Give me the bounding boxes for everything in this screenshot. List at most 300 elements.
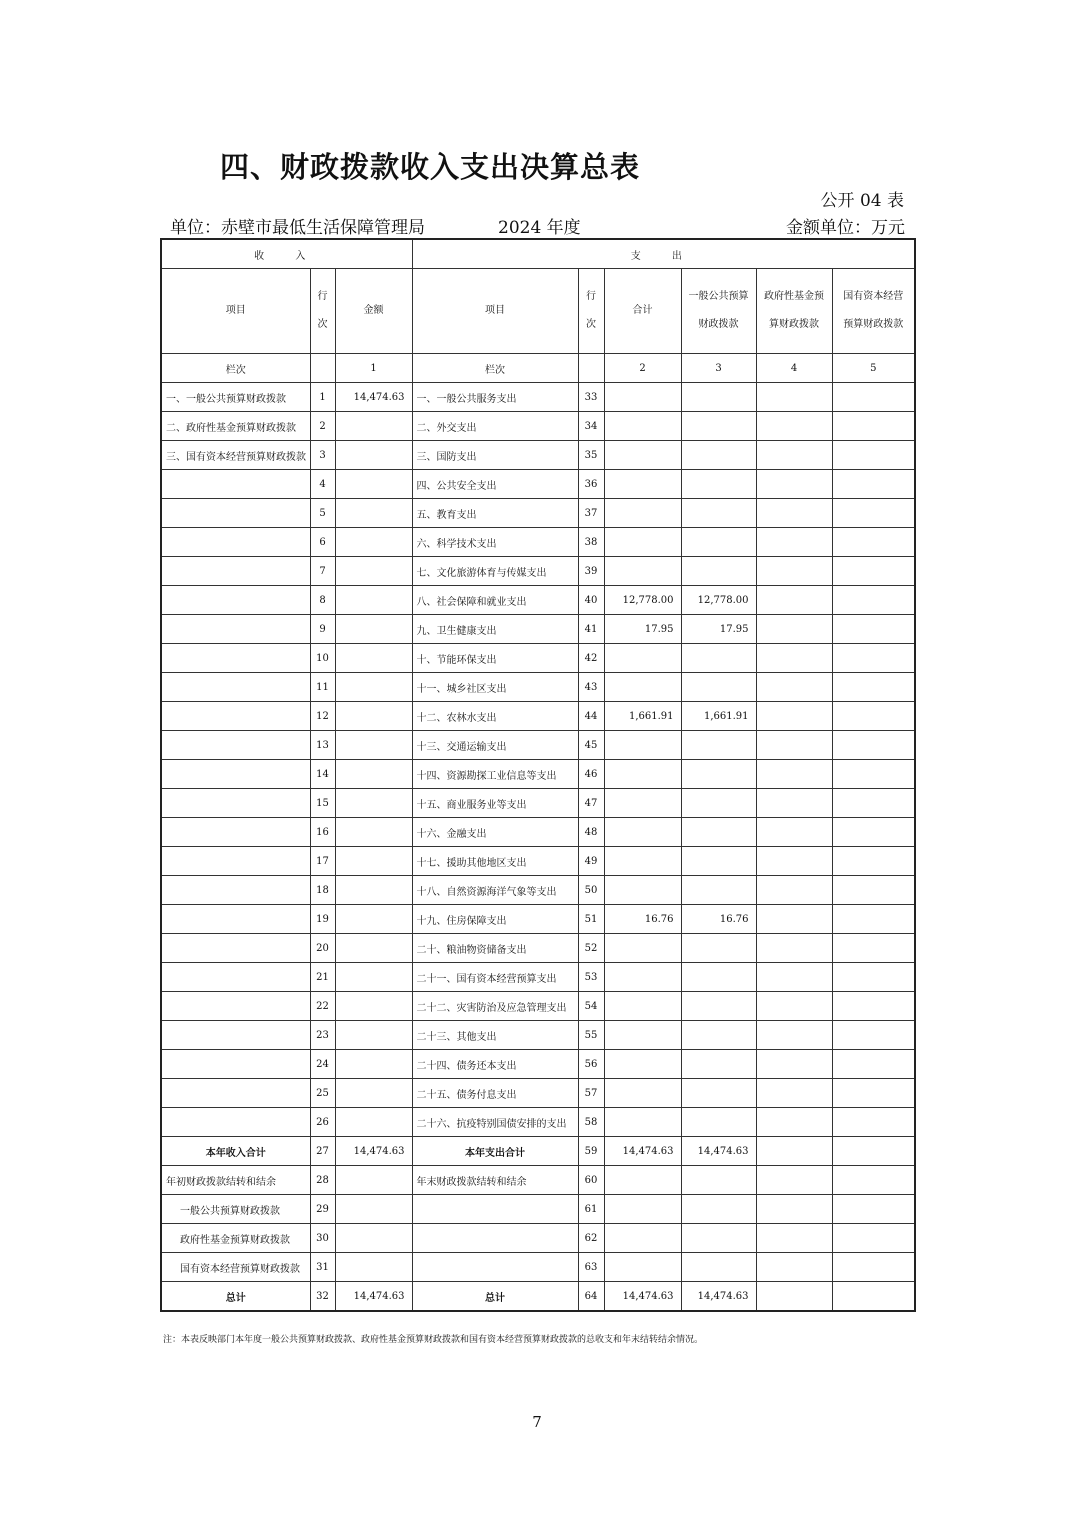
expense-total [604, 1224, 681, 1253]
income-row-no: 1 [310, 383, 335, 412]
table-row [161, 760, 915, 789]
expense-state [832, 1166, 915, 1195]
expense-total [604, 557, 681, 586]
expense-state [832, 1050, 915, 1079]
expense-row-no: 58 [578, 1108, 604, 1137]
expense-general: 14,474.63 [681, 1282, 756, 1312]
expense-state [832, 470, 915, 499]
expense-row-no: 43 [578, 673, 604, 702]
header-fund: 政府性基金预算财政拨款 [756, 269, 832, 354]
expense-state [832, 586, 915, 615]
col-3: 3 [681, 354, 756, 383]
expense-total [604, 1050, 681, 1079]
expense-general [681, 673, 756, 702]
expense-state [832, 1282, 915, 1312]
expense-item: 二十一、国有资本经营预算支出 [412, 963, 578, 992]
income-item [161, 1050, 310, 1079]
expense-state [832, 847, 915, 876]
income-amount [335, 934, 412, 963]
income-row-no: 12 [310, 702, 335, 731]
expense-total: 1,661.91 [604, 702, 681, 731]
income-item [161, 673, 310, 702]
expense-general [681, 383, 756, 412]
expense-fund [756, 1108, 832, 1137]
expense-general [681, 644, 756, 673]
unit-label: 单位：赤壁市最低生活保障管理局 [170, 218, 425, 238]
expense-row-no: 37 [578, 499, 604, 528]
header-item: 项目 [161, 269, 310, 354]
expense-state [832, 528, 915, 557]
header-state: 国有资本经营预算财政拨款 [832, 269, 915, 354]
year-label: 2024 年度 [498, 218, 581, 238]
income-item [161, 586, 310, 615]
expense-row-no: 46 [578, 760, 604, 789]
expense-general: 14,474.63 [681, 1137, 756, 1166]
column-header-row [161, 269, 915, 354]
income-item [161, 702, 310, 731]
table-row [161, 1224, 915, 1253]
income-item [161, 760, 310, 789]
expense-row-no: 45 [578, 731, 604, 760]
expense-item: 总计 [412, 1282, 578, 1312]
income-row-no: 29 [310, 1195, 335, 1224]
expense-item: 十九、住房保障支出 [412, 905, 578, 934]
expense-total: 16.76 [604, 905, 681, 934]
header-exp-item: 项目 [412, 269, 578, 354]
table-row [161, 1021, 915, 1050]
table-row [161, 528, 915, 557]
income-row-no: 3 [310, 441, 335, 470]
income-row-no: 27 [310, 1137, 335, 1166]
expense-item [412, 1253, 578, 1282]
expense-row-no: 38 [578, 528, 604, 557]
expense-fund [756, 412, 832, 441]
income-item [161, 1021, 310, 1050]
expense-fund [756, 1253, 832, 1282]
expense-general [681, 876, 756, 905]
expense-general [681, 760, 756, 789]
expense-item: 十、节能环保支出 [412, 644, 578, 673]
expense-state [832, 789, 915, 818]
expense-general [681, 1195, 756, 1224]
expense-fund [756, 441, 832, 470]
expense-row-no: 39 [578, 557, 604, 586]
expense-fund [756, 1224, 832, 1253]
expense-total [604, 818, 681, 847]
expense-row-no: 34 [578, 412, 604, 441]
table-row [161, 412, 915, 441]
table-row [161, 1195, 915, 1224]
expense-general [681, 1253, 756, 1282]
expense-general [681, 528, 756, 557]
expense-total [604, 731, 681, 760]
income-amount [335, 615, 412, 644]
income-amount [335, 760, 412, 789]
income-amount [335, 847, 412, 876]
expense-fund [756, 818, 832, 847]
expense-fund [756, 702, 832, 731]
expense-fund [756, 847, 832, 876]
column-number-row [161, 354, 915, 383]
income-row-no: 11 [310, 673, 335, 702]
expense-fund [756, 992, 832, 1021]
income-item [161, 847, 310, 876]
col-5: 5 [832, 354, 915, 383]
expense-fund [756, 1195, 832, 1224]
expense-general [681, 818, 756, 847]
income-row-no: 23 [310, 1021, 335, 1050]
expense-row-no: 44 [578, 702, 604, 731]
table-row [161, 1282, 915, 1312]
expense-general [681, 1108, 756, 1137]
expense-fund [756, 1079, 832, 1108]
expense-general: 12,778.00 [681, 586, 756, 615]
expense-row-no: 52 [578, 934, 604, 963]
expense-section-header: 支 出 [412, 239, 915, 269]
expense-general: 17.95 [681, 615, 756, 644]
income-amount [335, 702, 412, 731]
expense-total [604, 760, 681, 789]
expense-fund [756, 615, 832, 644]
expense-row-no: 40 [578, 586, 604, 615]
income-amount [335, 673, 412, 702]
expense-state [832, 412, 915, 441]
income-row-no: 16 [310, 818, 335, 847]
expense-state [832, 1108, 915, 1137]
table-row [161, 586, 915, 615]
income-row-no: 26 [310, 1108, 335, 1137]
expense-general [681, 1166, 756, 1195]
expense-row-no: 60 [578, 1166, 604, 1195]
income-amount [335, 441, 412, 470]
expense-total: 12,778.00 [604, 586, 681, 615]
income-row-no: 4 [310, 470, 335, 499]
expense-row-no: 33 [578, 383, 604, 412]
income-item [161, 470, 310, 499]
expense-fund [756, 1137, 832, 1166]
income-row-no: 32 [310, 1282, 335, 1312]
income-row-no: 2 [310, 412, 335, 441]
expense-general [681, 441, 756, 470]
table-row [161, 934, 915, 963]
table-number: 公开 04 表 [820, 191, 904, 211]
expense-total [604, 847, 681, 876]
expense-state [832, 441, 915, 470]
income-item [161, 1079, 310, 1108]
income-amount [335, 586, 412, 615]
table-row [161, 644, 915, 673]
income-amount [335, 1253, 412, 1282]
expense-total [604, 1021, 681, 1050]
expense-general [681, 934, 756, 963]
lanci-label: 栏次 [161, 354, 310, 383]
expense-item: 八、社会保障和就业支出 [412, 586, 578, 615]
income-amount [335, 1021, 412, 1050]
income-item [161, 557, 310, 586]
table-row [161, 876, 915, 905]
expense-item: 二十四、债务还本支出 [412, 1050, 578, 1079]
expense-row-no: 42 [578, 644, 604, 673]
table-row [161, 673, 915, 702]
income-row-no: 30 [310, 1224, 335, 1253]
expense-fund [756, 934, 832, 963]
header-row-no: 行次 [310, 269, 335, 354]
expense-general: 1,661.91 [681, 702, 756, 731]
table-row [161, 383, 915, 412]
section-header-row [161, 239, 915, 269]
expense-row-no: 41 [578, 615, 604, 644]
income-row-no: 25 [310, 1079, 335, 1108]
expense-general [681, 847, 756, 876]
expense-total [604, 934, 681, 963]
expense-fund [756, 731, 832, 760]
income-amount [335, 644, 412, 673]
expense-general [681, 1021, 756, 1050]
expense-total [604, 963, 681, 992]
expense-fund [756, 876, 832, 905]
expense-item: 四、公共安全支出 [412, 470, 578, 499]
expense-row-no: 53 [578, 963, 604, 992]
income-row-no: 13 [310, 731, 335, 760]
expense-fund [756, 644, 832, 673]
expense-general [681, 1224, 756, 1253]
income-row-no: 31 [310, 1253, 335, 1282]
expense-item: 十四、资源勘探工业信息等支出 [412, 760, 578, 789]
expense-general [681, 470, 756, 499]
expense-total [604, 1253, 681, 1282]
table-row [161, 1253, 915, 1282]
header-exp-row-no: 行次 [578, 269, 604, 354]
expense-total [604, 412, 681, 441]
income-section-header: 收 入 [161, 239, 412, 269]
expense-item [412, 1195, 578, 1224]
income-amount: 14,474.63 [335, 1137, 412, 1166]
expense-state [832, 818, 915, 847]
income-item [161, 934, 310, 963]
expense-general [681, 557, 756, 586]
table-row [161, 789, 915, 818]
expense-row-no: 47 [578, 789, 604, 818]
expense-item: 十三、交通运输支出 [412, 731, 578, 760]
table-row [161, 1166, 915, 1195]
expense-general: 16.76 [681, 905, 756, 934]
income-item: 政府性基金预算财政拨款 [161, 1224, 310, 1253]
expense-state [832, 731, 915, 760]
expense-row-no: 56 [578, 1050, 604, 1079]
expense-state [832, 934, 915, 963]
table-row [161, 615, 915, 644]
expense-fund [756, 528, 832, 557]
expense-total [604, 1108, 681, 1137]
income-amount: 14,474.63 [335, 1282, 412, 1312]
expense-state [832, 557, 915, 586]
expense-item: 二、外交支出 [412, 412, 578, 441]
page-number: 7 [532, 1413, 542, 1431]
income-row-no: 20 [310, 934, 335, 963]
expense-item: 十八、自然资源海洋气象等支出 [412, 876, 578, 905]
expense-item: 二十二、灾害防治及应急管理支出 [412, 992, 578, 1021]
expense-fund [756, 1166, 832, 1195]
expense-fund [756, 586, 832, 615]
header-total: 合计 [604, 269, 681, 354]
expense-fund [756, 499, 832, 528]
expense-state [832, 499, 915, 528]
income-amount [335, 1079, 412, 1108]
income-row-no: 8 [310, 586, 335, 615]
expense-total [604, 673, 681, 702]
income-amount [335, 818, 412, 847]
income-amount [335, 992, 412, 1021]
income-amount [335, 876, 412, 905]
income-row-no: 24 [310, 1050, 335, 1079]
table-row [161, 818, 915, 847]
expense-general [681, 412, 756, 441]
expense-row-no: 62 [578, 1224, 604, 1253]
money-unit-label: 金额单位：万元 [786, 218, 905, 238]
income-row-no: 14 [310, 760, 335, 789]
table-row [161, 992, 915, 1021]
expense-total [604, 470, 681, 499]
expense-fund [756, 1282, 832, 1312]
lanci-blank [310, 354, 335, 383]
expense-row-no: 55 [578, 1021, 604, 1050]
income-item [161, 905, 310, 934]
table-row [161, 1137, 915, 1166]
expense-total: 14,474.63 [604, 1137, 681, 1166]
income-item [161, 644, 310, 673]
income-row-no: 28 [310, 1166, 335, 1195]
expense-state [832, 702, 915, 731]
expense-general [681, 789, 756, 818]
expense-item [412, 1224, 578, 1253]
expense-row-no: 50 [578, 876, 604, 905]
expense-item: 六、科学技术支出 [412, 528, 578, 557]
income-amount [335, 412, 412, 441]
table-row [161, 702, 915, 731]
expense-fund [756, 789, 832, 818]
table-row [161, 963, 915, 992]
table-row [161, 905, 915, 934]
income-amount [335, 1195, 412, 1224]
income-item [161, 499, 310, 528]
table-row [161, 470, 915, 499]
income-item: 一般公共预算财政拨款 [161, 1195, 310, 1224]
expense-total [604, 992, 681, 1021]
expense-item: 五、教育支出 [412, 499, 578, 528]
expense-total: 14,474.63 [604, 1282, 681, 1312]
lanci-blank-2 [578, 354, 604, 383]
income-item: 总计 [161, 1282, 310, 1312]
income-row-no: 21 [310, 963, 335, 992]
income-amount [335, 731, 412, 760]
expense-total [604, 789, 681, 818]
income-item [161, 1108, 310, 1137]
expense-item: 十六、金融支出 [412, 818, 578, 847]
expense-general [681, 1079, 756, 1108]
income-row-no: 9 [310, 615, 335, 644]
expense-item: 三、国防支出 [412, 441, 578, 470]
expense-item: 二十三、其他支出 [412, 1021, 578, 1050]
income-item: 本年收入合计 [161, 1137, 310, 1166]
table-row [161, 1108, 915, 1137]
income-amount [335, 557, 412, 586]
expense-total [604, 441, 681, 470]
income-row-no: 19 [310, 905, 335, 934]
expense-total [604, 499, 681, 528]
income-item [161, 789, 310, 818]
income-item [161, 615, 310, 644]
expense-row-no: 54 [578, 992, 604, 1021]
expense-state [832, 1021, 915, 1050]
expense-item: 一、一般公共服务支出 [412, 383, 578, 412]
expense-row-no: 49 [578, 847, 604, 876]
expense-general [681, 1050, 756, 1079]
expense-state [832, 1079, 915, 1108]
income-amount [335, 1224, 412, 1253]
income-amount [335, 499, 412, 528]
income-row-no: 15 [310, 789, 335, 818]
expense-item: 十二、农林水支出 [412, 702, 578, 731]
expense-state [832, 963, 915, 992]
expense-total: 17.95 [604, 615, 681, 644]
expense-total [604, 876, 681, 905]
expense-fund [756, 470, 832, 499]
income-item: 一、一般公共预算财政拨款 [161, 383, 310, 412]
expense-total [604, 644, 681, 673]
expense-row-no: 51 [578, 905, 604, 934]
expense-row-no: 35 [578, 441, 604, 470]
expense-state [832, 992, 915, 1021]
income-row-no: 6 [310, 528, 335, 557]
expense-fund [756, 673, 832, 702]
expense-total [604, 383, 681, 412]
expense-fund [756, 557, 832, 586]
expense-fund [756, 383, 832, 412]
income-item [161, 876, 310, 905]
income-amount [335, 528, 412, 557]
income-item: 国有资本经营预算财政拨款 [161, 1253, 310, 1282]
income-amount: 14,474.63 [335, 383, 412, 412]
expense-item: 九、卫生健康支出 [412, 615, 578, 644]
col-1: 1 [335, 354, 412, 383]
table-row [161, 1079, 915, 1108]
table-row [161, 847, 915, 876]
expense-item: 七、文化旅游体育与传媒支出 [412, 557, 578, 586]
expense-item: 年末财政拨款结转和结余 [412, 1166, 578, 1195]
income-row-no: 7 [310, 557, 335, 586]
income-item [161, 963, 310, 992]
income-item [161, 992, 310, 1021]
expense-item: 十七、援助其他地区支出 [412, 847, 578, 876]
income-item [161, 528, 310, 557]
fiscal-table [160, 238, 916, 1312]
income-amount [335, 470, 412, 499]
header-amount: 金额 [335, 269, 412, 354]
expense-fund [756, 905, 832, 934]
table-row [161, 499, 915, 528]
table-row [161, 557, 915, 586]
expense-fund [756, 1021, 832, 1050]
income-amount [335, 963, 412, 992]
income-row-no: 18 [310, 876, 335, 905]
expense-fund [756, 963, 832, 992]
income-row-no: 5 [310, 499, 335, 528]
col-4: 4 [756, 354, 832, 383]
income-amount [335, 1050, 412, 1079]
expense-total [604, 1166, 681, 1195]
table-row [161, 441, 915, 470]
expense-row-no: 57 [578, 1079, 604, 1108]
